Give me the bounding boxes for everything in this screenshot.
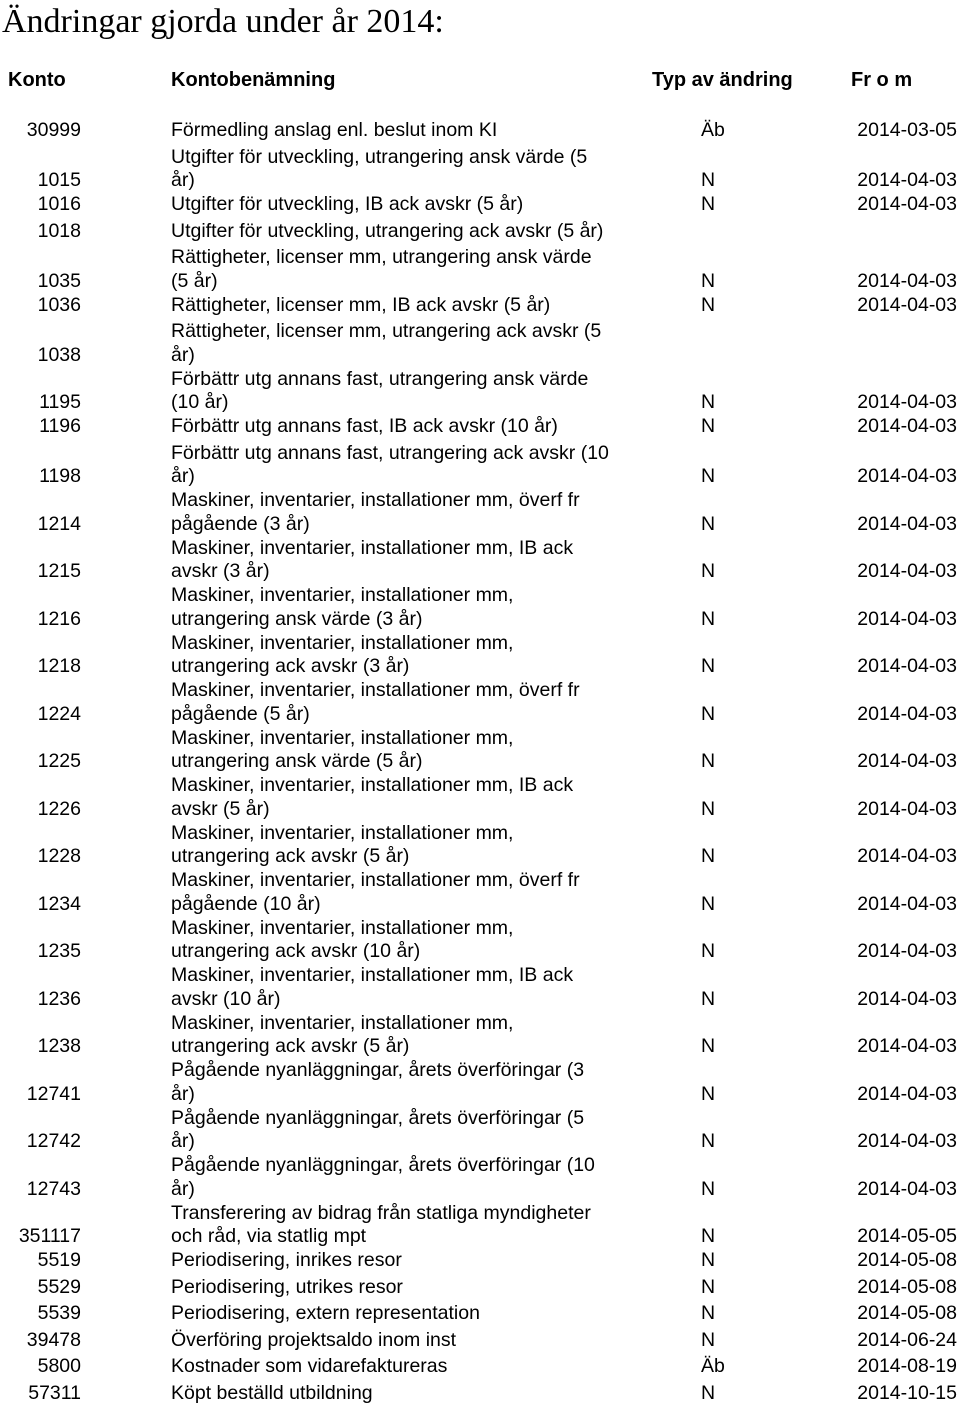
header-fr-o-m: Fr o m xyxy=(851,69,913,91)
konto-cell: 39478 xyxy=(26,1328,81,1351)
fr-o-m-cell: 2014-04-03 xyxy=(857,193,957,215)
table-row xyxy=(0,679,960,727)
konto-cell: 1016 xyxy=(37,193,81,215)
table-row xyxy=(0,1202,960,1250)
kontobenamning-cell: Periodisering, inrikes resor xyxy=(171,1249,402,1271)
kontobenamning-cell: Kostnader som vidarefaktureras xyxy=(171,1355,448,1377)
typ-av-andring-cell: N xyxy=(701,1130,716,1152)
typ-av-andring-cell: N xyxy=(701,750,716,772)
kontobenamning-cell: Maskiner, inventarier, installationer mm, utrangering ansk värde (5 år) xyxy=(171,726,514,772)
kontobenamning-cell: Maskiner, inventarier, installationer mm, IB ack avskr (10 år) xyxy=(171,964,574,1010)
table-row xyxy=(0,246,960,294)
table-row xyxy=(0,964,960,1012)
fr-o-m-cell: 2014-05-05 xyxy=(857,1225,957,1247)
fr-o-m-cell: 2014-04-03 xyxy=(857,169,957,191)
kontobenamning-cell: Maskiner, inventarier, installationer mm, utrangering ack avskr (3 år) xyxy=(171,631,514,677)
fr-o-m-cell: 2014-04-03 xyxy=(857,269,957,292)
fr-o-m-cell: 2014-04-03 xyxy=(857,1130,957,1152)
kontobenamning-cell: Pågående nyanläggningar, årets överföringar (10 år) xyxy=(171,1154,595,1200)
fr-o-m-cell: 2014-04-03 xyxy=(857,845,957,867)
typ-av-andring-cell: N xyxy=(701,512,716,535)
table-row xyxy=(0,869,960,917)
typ-av-andring-cell: N xyxy=(701,892,716,915)
typ-av-andring-cell: N xyxy=(701,702,716,725)
kontobenamning-cell: Maskiner, inventarier, installationer mm, utrangering ack avskr (5 år) xyxy=(171,821,514,867)
fr-o-m-cell: 2014-04-03 xyxy=(857,465,957,487)
fr-o-m-cell: 2014-04-03 xyxy=(857,892,957,915)
table-row xyxy=(0,294,960,321)
kontobenamning-cell: Rättigheter, licenser mm, IB ack avskr (5 år) xyxy=(171,293,551,316)
kontobenamning-cell: Förbättr utg annans fast, utrangering ansk värde (10 år) xyxy=(171,367,589,413)
table-row xyxy=(0,368,960,416)
changes-table xyxy=(0,119,960,1408)
typ-av-andring-cell: N xyxy=(701,1381,716,1404)
typ-av-andring-cell: N xyxy=(701,797,716,820)
kontobenamning-cell: Maskiner, inventarier, installationer mm, överf fr pågående (10 år) xyxy=(171,869,580,915)
konto-cell: 5519 xyxy=(37,1249,81,1271)
table-row xyxy=(0,220,960,247)
typ-av-andring-cell: N xyxy=(701,845,716,867)
table-row xyxy=(0,727,960,775)
page-title: Ändringar gjorda under år 2014: xyxy=(2,3,444,40)
typ-av-andring-cell: N xyxy=(701,169,716,191)
typ-av-andring-cell: N xyxy=(701,193,716,215)
typ-av-andring-cell: N xyxy=(701,465,716,487)
typ-av-andring-cell: N xyxy=(701,940,716,962)
fr-o-m-cell: 2014-04-03 xyxy=(857,607,957,630)
konto-cell: 1234 xyxy=(37,892,81,915)
table-row xyxy=(0,1329,960,1356)
typ-av-andring-cell: N xyxy=(701,293,716,316)
header-kontobenamning: Kontobenämning xyxy=(171,69,336,91)
typ-av-andring-cell: N xyxy=(701,1082,716,1105)
kontobenamning-cell: Maskiner, inventarier, installationer mm, utrangering ack avskr (10 år) xyxy=(171,916,514,962)
header-typ-av-andring: Typ av ändring xyxy=(652,69,793,91)
typ-av-andring-cell: N xyxy=(701,391,716,413)
typ-av-andring-cell: N xyxy=(701,1328,716,1351)
konto-cell: 1226 xyxy=(37,797,81,820)
konto-cell: 1235 xyxy=(37,940,81,962)
kontobenamning-cell: Periodisering, extern representation xyxy=(171,1302,480,1324)
konto-cell: 5800 xyxy=(37,1355,81,1377)
konto-cell: 1015 xyxy=(37,169,81,191)
kontobenamning-cell: Transferering av bidrag från statliga myndigheter och råd, via statlig mpt xyxy=(171,1201,591,1247)
fr-o-m-cell: 2014-04-03 xyxy=(857,655,957,677)
table-row xyxy=(0,1355,960,1382)
konto-cell: 1195 xyxy=(39,391,81,413)
table-row xyxy=(0,584,960,632)
konto-cell: 351117 xyxy=(18,1225,81,1247)
konto-cell: 1018 xyxy=(37,219,81,242)
kontobenamning-cell: Rättigheter, licenser mm, utrangering ack avskr (5 år) xyxy=(171,320,602,366)
kontobenamning-cell: Rättigheter, licenser mm, utrangering ansk värde (5 år) xyxy=(171,246,592,292)
konto-cell: 12741 xyxy=(26,1082,81,1105)
kontobenamning-cell: Förmedling anslag enl. beslut inom KI xyxy=(171,119,498,141)
konto-cell: 12743 xyxy=(26,1177,81,1200)
table-row xyxy=(0,119,960,146)
typ-av-andring-cell: N xyxy=(701,1225,716,1247)
fr-o-m-cell: 2014-05-08 xyxy=(857,1275,957,1298)
konto-cell: 1198 xyxy=(39,465,81,487)
konto-cell: 1214 xyxy=(37,512,81,535)
fr-o-m-cell: 2014-04-03 xyxy=(857,391,957,413)
fr-o-m-cell: 2014-04-03 xyxy=(857,797,957,820)
konto-cell: 1236 xyxy=(37,987,81,1010)
konto-cell: 1196 xyxy=(39,415,81,437)
kontobenamning-cell: Maskiner, inventarier, installationer mm, utrangering ack avskr (5 år) xyxy=(171,1011,514,1057)
kontobenamning-cell: Utgifter för utveckling, IB ack avskr (5 år) xyxy=(171,193,524,215)
typ-av-andring-cell: N xyxy=(701,1275,716,1298)
fr-o-m-cell: 2014-04-03 xyxy=(857,940,957,962)
typ-av-andring-cell: N xyxy=(701,1249,716,1271)
kontobenamning-cell: Periodisering, utrikes resor xyxy=(171,1275,403,1298)
table-row xyxy=(0,917,960,965)
konto-cell: 1035 xyxy=(37,269,81,292)
table-row xyxy=(0,1302,960,1329)
table-row xyxy=(0,1276,960,1303)
fr-o-m-cell: 2014-03-05 xyxy=(857,119,957,141)
fr-o-m-cell: 2014-10-15 xyxy=(857,1381,957,1404)
konto-cell: 5539 xyxy=(37,1302,81,1324)
table-row xyxy=(0,1154,960,1202)
table-row xyxy=(0,415,960,442)
typ-av-andring-cell: Äb xyxy=(701,1355,725,1377)
konto-cell: 1038 xyxy=(37,343,81,366)
fr-o-m-cell: 2014-04-03 xyxy=(857,415,957,437)
fr-o-m-cell: 2014-04-03 xyxy=(857,702,957,725)
konto-cell: 1228 xyxy=(37,845,81,867)
fr-o-m-cell: 2014-04-03 xyxy=(857,560,957,582)
typ-av-andring-cell: N xyxy=(701,415,716,437)
kontobenamning-cell: Överföring projektsaldo inom inst xyxy=(171,1328,457,1351)
table-row xyxy=(0,822,960,870)
table-row xyxy=(0,1059,960,1107)
fr-o-m-cell: 2014-04-03 xyxy=(857,512,957,535)
table-row xyxy=(0,193,960,220)
kontobenamning-cell: Utgifter för utveckling, utrangering ack avskr (5 år) xyxy=(171,219,604,242)
kontobenamning-cell: Maskiner, inventarier, installationer mm, IB ack avskr (3 år) xyxy=(171,536,574,582)
fr-o-m-cell: 2014-06-24 xyxy=(857,1328,957,1351)
kontobenamning-cell: Maskiner, inventarier, installationer mm, utrangering ansk värde (3 år) xyxy=(171,584,514,630)
konto-cell: 1216 xyxy=(37,607,81,630)
typ-av-andring-cell: N xyxy=(701,655,716,677)
table-row xyxy=(0,320,960,368)
typ-av-andring-cell: N xyxy=(701,987,716,1010)
kontobenamning-cell: Maskiner, inventarier, installationer mm, IB ack avskr (5 år) xyxy=(171,774,574,820)
kontobenamning-cell: Maskiner, inventarier, installationer mm, överf fr pågående (5 år) xyxy=(171,679,580,725)
fr-o-m-cell: 2014-05-08 xyxy=(857,1302,957,1324)
konto-cell: 1225 xyxy=(37,750,81,772)
table-row xyxy=(0,1382,960,1408)
fr-o-m-cell: 2014-04-03 xyxy=(857,1035,957,1057)
header-konto: Konto xyxy=(8,69,66,91)
konto-cell: 1215 xyxy=(37,560,81,582)
konto-cell: 12742 xyxy=(26,1130,81,1152)
table-row xyxy=(0,632,960,680)
typ-av-andring-cell: N xyxy=(701,1035,716,1057)
konto-cell: 1218 xyxy=(37,655,81,677)
konto-cell: 30999 xyxy=(26,119,81,141)
table-row xyxy=(0,1012,960,1060)
typ-av-andring-cell: N xyxy=(701,1302,716,1324)
fr-o-m-cell: 2014-04-03 xyxy=(857,1177,957,1200)
fr-o-m-cell: 2014-04-03 xyxy=(857,1082,957,1105)
konto-cell: 1238 xyxy=(37,1035,81,1057)
table-header xyxy=(0,68,960,92)
table-row xyxy=(0,1107,960,1155)
konto-cell: 5529 xyxy=(37,1275,81,1298)
table-row xyxy=(0,774,960,822)
table-row xyxy=(0,442,960,490)
konto-cell: 1036 xyxy=(37,293,81,316)
table-row xyxy=(0,1249,960,1276)
typ-av-andring-cell: N xyxy=(701,560,716,582)
konto-cell: 57311 xyxy=(28,1381,81,1404)
typ-av-andring-cell: Äb xyxy=(701,119,725,141)
kontobenamning-cell: Förbättr utg annans fast, IB ack avskr (10 år) xyxy=(171,415,558,437)
fr-o-m-cell: 2014-04-03 xyxy=(857,750,957,772)
kontobenamning-cell: Pågående nyanläggningar, årets överföringar (3 år) xyxy=(171,1059,585,1105)
konto-cell: 1224 xyxy=(37,702,81,725)
fr-o-m-cell: 2014-04-03 xyxy=(857,987,957,1010)
typ-av-andring-cell: N xyxy=(701,607,716,630)
typ-av-andring-cell: N xyxy=(701,269,716,292)
table-row xyxy=(0,537,960,585)
typ-av-andring-cell: N xyxy=(701,1177,716,1200)
fr-o-m-cell: 2014-04-03 xyxy=(857,293,957,316)
kontobenamning-cell: Köpt beställd utbildning xyxy=(171,1381,373,1404)
table-row xyxy=(0,146,960,194)
fr-o-m-cell: 2014-08-19 xyxy=(857,1355,957,1377)
kontobenamning-cell: Maskiner, inventarier, installationer mm, överf fr pågående (3 år) xyxy=(171,489,580,535)
kontobenamning-cell: Utgifter för utveckling, utrangering ansk värde (5 år) xyxy=(171,145,588,191)
fr-o-m-cell: 2014-05-08 xyxy=(857,1249,957,1271)
kontobenamning-cell: Förbättr utg annans fast, utrangering ack avskr (10 år) xyxy=(171,441,609,487)
kontobenamning-cell: Pågående nyanläggningar, årets överföringar (5 år) xyxy=(171,1106,585,1152)
table-row xyxy=(0,489,960,537)
